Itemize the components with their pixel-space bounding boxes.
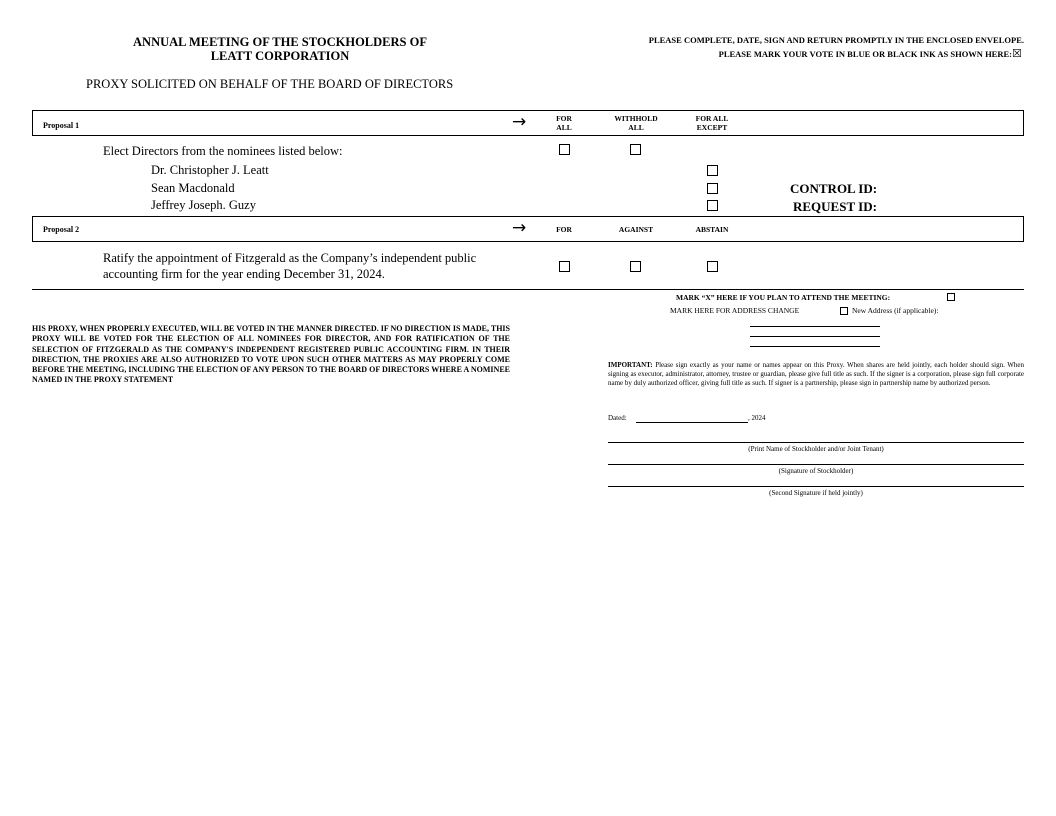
proxy-disclaimer: HIS PROXY, WHEN PROPERLY EXECUTED, WILL BE VOTED IN THE MANNER DIRECTED. IF NO DIRECTION IS MADE, THIS PROXY WILL BE VOTED FOR THE ELECTION OF ALL NOMINEES FOR DIRECTOR, AND FOR RATIFICATION OF THE SELECTION OF FITZGERALD AS THE COMPANY'S INDEPENDENT REGISTERED PUBLIC ACCOUNTING FIRM. IN THEIR DIRECTION, THE PROXIES ARE ALSO AUTHORIZED TO VOTE UPON SUCH OTHER MATTERS AS MAY PROPERLY COME BEFORE THE MEETING, INCLUDING THE ELECTION OF ANY PERSON TO THE BOARD OF DIRECTORS WHERE A NOMINEE NAMED IN THE PROXY STATEMENT <box>32 324 510 385</box>
dated-label: Dated: <box>608 414 627 422</box>
print-name-line[interactable] <box>608 442 1024 443</box>
proposal-2-against-checkbox[interactable] <box>630 261 641 272</box>
request-id-label: REQUEST ID: <box>793 199 877 214</box>
important-text: Please sign exactly as your name or names appear on this Proxy. When shares are held jointly, each holder should sign. When signing as executor, administrator, attorney, trustee or guardian, please give full title as such. If the signer is a corporation, please sign full corporate name by duly authorized officer, giving full title as such. If signer is a partnership, please sign in partnership name by authorized person. <box>608 361 1024 387</box>
proposal-2-description-line-2: accounting firm for the year ending December 31, 2024. <box>103 267 385 281</box>
proposal-1-bar <box>32 110 1024 136</box>
important-note <box>608 361 1024 388</box>
proposal-1-arrow-icon: → <box>512 112 527 132</box>
address-change-checkbox[interactable] <box>840 307 848 315</box>
attend-meeting-text: MARK “X” HERE IF YOU PLAN TO ATTEND THE MEETING: <box>676 293 891 302</box>
signature-caption: (Signature of Stockholder) <box>778 467 854 475</box>
for-all-checkbox[interactable] <box>559 144 570 155</box>
col-for-all-except: FOR ALL EXCEPT <box>695 114 729 132</box>
important-label: IMPORTANT: <box>608 361 653 369</box>
control-id-label: CONTROL ID: <box>790 181 878 196</box>
proposal-1-description: Elect Directors from the nominees listed below: <box>103 144 343 158</box>
proposal-2-description-line-1: Ratify the appointment of Fitzgerald as the Company’s independent public <box>103 251 477 265</box>
attend-meeting-checkbox[interactable] <box>947 293 955 301</box>
example-mark-icon: ☒ <box>1012 47 1022 60</box>
proposal-2-arrow-icon: → <box>512 218 527 238</box>
col-for: FOR <box>556 225 572 234</box>
address-line-3[interactable] <box>750 346 880 347</box>
signature-line[interactable] <box>608 464 1024 465</box>
proposal-2-for-checkbox[interactable] <box>559 261 570 272</box>
col-against: AGAINST <box>618 225 654 234</box>
address-change-text: MARK HERE FOR ADDRESS CHANGE <box>670 306 800 315</box>
proxy-subtitle: PROXY SOLICITED ON BEHALF OF THE BOARD OF DIRECTORS <box>86 77 454 91</box>
dated-year: , 2024 <box>748 414 766 422</box>
dated-input-line[interactable] <box>636 422 748 423</box>
proposal-2-label: Proposal 2 <box>43 225 80 234</box>
proposal-1-label: Proposal 1 <box>43 121 80 130</box>
title-line-2: LEATT CORPORATION <box>210 49 350 63</box>
nominee-2: Sean Macdonald <box>151 181 235 195</box>
second-signature-caption: (Second Signature if held jointly) <box>769 489 863 497</box>
second-signature-line[interactable] <box>608 486 1024 487</box>
instruction-line-1: PLEASE COMPLETE, DATE, SIGN AND RETURN PROMPTLY IN THE ENCLOSED ENVELOPE. <box>648 35 1024 45</box>
nominee-1-except-checkbox[interactable] <box>707 165 718 176</box>
withhold-all-checkbox[interactable] <box>630 144 641 155</box>
section-divider <box>32 289 1024 290</box>
proposal-2-bar <box>32 216 1024 242</box>
title-line-1: ANNUAL MEETING OF THE STOCKHOLDERS OF <box>133 35 427 49</box>
address-line-2[interactable] <box>750 336 880 337</box>
col-for-all: FOR ALL <box>556 114 572 132</box>
proposal-2-abstain-checkbox[interactable] <box>707 261 718 272</box>
nominee-2-except-checkbox[interactable] <box>707 183 718 194</box>
nominee-3-except-checkbox[interactable] <box>707 200 718 211</box>
print-name-caption: (Print Name of Stockholder and/or Joint Tenant) <box>748 445 884 453</box>
new-address-label: New Address (if applicable): <box>852 306 939 315</box>
nominee-3: Jeffrey Joseph. Guzy <box>151 198 256 212</box>
address-line-1[interactable] <box>750 326 880 327</box>
col-abstain: ABSTAIN <box>695 225 729 234</box>
instruction-line-2: PLEASE MARK YOUR VOTE IN BLUE OR BLACK INK AS SHOWN HERE: <box>718 49 1012 59</box>
col-withhold-all: WITHHOLD ALL <box>614 114 658 132</box>
nominee-1: Dr. Christopher J. Leatt <box>151 163 269 177</box>
